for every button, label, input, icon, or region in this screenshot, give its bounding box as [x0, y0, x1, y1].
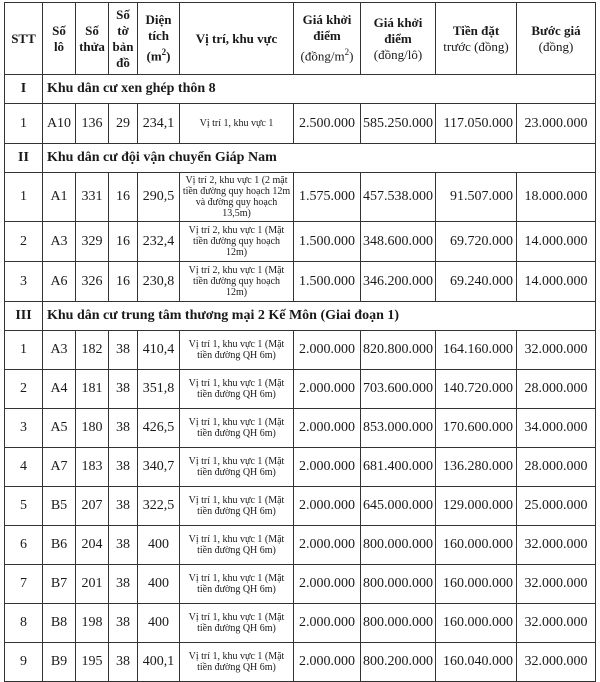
cell-buoc-gia: 23.000.000: [517, 104, 596, 144]
cell-so-to: 38: [109, 409, 138, 448]
cell-so-lo: B9: [43, 643, 76, 682]
cell-so-to: 16: [109, 262, 138, 302]
cell-gia-m2: 2.000.000: [294, 370, 361, 409]
cell-so-thua: 326: [76, 262, 109, 302]
cell-tien-dat-truoc: 160.000.000: [436, 526, 517, 565]
cell-tien-dat-truoc: 136.280.000: [436, 448, 517, 487]
cell-so-thua: 201: [76, 565, 109, 604]
cell-stt: 4: [5, 448, 43, 487]
cell-buoc-gia: 32.000.000: [517, 643, 596, 682]
cell-tien-dat-truoc: 160.000.000: [436, 565, 517, 604]
cell-so-lo: A3: [43, 331, 76, 370]
table-row: [5, 222, 596, 262]
cell-dien-tich: 340,7: [138, 448, 180, 487]
cell-so-to: 38: [109, 331, 138, 370]
header-so-thua: Số thửa: [76, 3, 109, 75]
cell-gia-lo: 800.200.000: [361, 643, 436, 682]
cell-vi-tri: Vị trí 1, khu vực 1: [180, 104, 294, 144]
section-number: I: [5, 75, 43, 104]
cell-so-thua: 183: [76, 448, 109, 487]
cell-so-lo: B7: [43, 565, 76, 604]
cell-stt: 8: [5, 604, 43, 643]
cell-stt: 9: [5, 643, 43, 682]
cell-so-to: 38: [109, 643, 138, 682]
cell-so-lo: B6: [43, 526, 76, 565]
cell-vi-tri: Vị trí 1, khu vực 1 (Mặt tiền đường QH 6m): [180, 409, 294, 448]
cell-gia-lo: 703.600.000: [361, 370, 436, 409]
cell-so-lo: A7: [43, 448, 76, 487]
cell-tien-dat-truoc: 160.000.000: [436, 604, 517, 643]
cell-dien-tich: 351,8: [138, 370, 180, 409]
cell-stt: 1: [5, 173, 43, 222]
cell-gia-lo: 853.000.000: [361, 409, 436, 448]
cell-stt: 1: [5, 104, 43, 144]
cell-tien-dat-truoc: 140.720.000: [436, 370, 517, 409]
cell-so-lo: A4: [43, 370, 76, 409]
table-row: [5, 173, 596, 222]
cell-gia-lo: 681.400.000: [361, 448, 436, 487]
cell-gia-m2: 2.000.000: [294, 604, 361, 643]
cell-vi-tri: Vị trí 2, khu vực 1 (Mặt tiền đường quy hoạch 12m): [180, 222, 294, 262]
section-number: III: [5, 302, 43, 331]
cell-so-thua: 198: [76, 604, 109, 643]
cell-buoc-gia: 14.000.000: [517, 222, 596, 262]
section-row: [5, 75, 596, 104]
cell-gia-m2: 2.500.000: [294, 104, 361, 144]
cell-gia-lo: 346.200.000: [361, 262, 436, 302]
section-number: II: [5, 144, 43, 173]
section-row: [5, 144, 596, 173]
cell-gia-lo: 820.800.000: [361, 331, 436, 370]
cell-gia-m2: 2.000.000: [294, 409, 361, 448]
cell-gia-m2: 2.000.000: [294, 526, 361, 565]
cell-gia-lo: 457.538.000: [361, 173, 436, 222]
table-row: [5, 643, 596, 682]
cell-dien-tich: 234,1: [138, 104, 180, 144]
cell-gia-lo: 348.600.000: [361, 222, 436, 262]
cell-stt: 3: [5, 409, 43, 448]
cell-tien-dat-truoc: 117.050.000: [436, 104, 517, 144]
cell-vi-tri: Vị trí 1, khu vực 1 (Mặt tiền đường QH 6m): [180, 565, 294, 604]
cell-vi-tri: Vị trí 2, khu vực 1 (2 mặt tiền đường quy hoạch 12m và đường quy hoạch 13,5m): [180, 173, 294, 222]
table-row: [5, 331, 596, 370]
cell-vi-tri: Vị trí 1, khu vực 1 (Mặt tiền đường QH 6m): [180, 643, 294, 682]
header-so-to-ban-do: Số tờ bản đồ: [109, 3, 138, 75]
header-dien-tich: Diện tích $(m^2)$: [138, 3, 180, 75]
cell-so-to: 38: [109, 487, 138, 526]
cell-gia-m2: 2.000.000: [294, 448, 361, 487]
cell-buoc-gia: 32.000.000: [517, 565, 596, 604]
cell-gia-lo: 800.000.000: [361, 604, 436, 643]
cell-tien-dat-truoc: 160.040.000: [436, 643, 517, 682]
cell-so-to: 38: [109, 604, 138, 643]
cell-gia-m2: 1.575.000: [294, 173, 361, 222]
table-row: [5, 604, 596, 643]
cell-stt: 7: [5, 565, 43, 604]
cell-dien-tich: 400: [138, 604, 180, 643]
cell-buoc-gia: 18.000.000: [517, 173, 596, 222]
cell-tien-dat-truoc: 164.160.000: [436, 331, 517, 370]
table-row: [5, 104, 596, 144]
cell-gia-m2: 2.000.000: [294, 643, 361, 682]
header-stt: STT: [5, 3, 43, 75]
cell-gia-m2: 1.500.000: [294, 262, 361, 302]
cell-buoc-gia: 34.000.000: [517, 409, 596, 448]
cell-vi-tri: Vị trí 1, khu vực 1 (Mặt tiền đường QH 6m): [180, 370, 294, 409]
cell-so-to: 16: [109, 222, 138, 262]
table-row: [5, 526, 596, 565]
cell-so-to: 38: [109, 526, 138, 565]
cell-dien-tich: 400,1: [138, 643, 180, 682]
cell-so-lo: A5: [43, 409, 76, 448]
cell-buoc-gia: 32.000.000: [517, 526, 596, 565]
cell-dien-tich: 230,8: [138, 262, 180, 302]
cell-gia-m2: 2.000.000: [294, 565, 361, 604]
cell-gia-m2: 2.000.000: [294, 331, 361, 370]
cell-so-lo: B5: [43, 487, 76, 526]
cell-so-lo: A10: [43, 104, 76, 144]
cell-stt: 6: [5, 526, 43, 565]
table-row: [5, 409, 596, 448]
section-title: Khu dân cư đội vận chuyển Giáp Nam: [43, 144, 596, 173]
table-row: [5, 565, 596, 604]
cell-vi-tri: Vị trí 1, khu vực 1 (Mặt tiền đường QH 6m): [180, 448, 294, 487]
table-row: [5, 487, 596, 526]
section-title: Khu dân cư trung tâm thương mại 2 Kế Môn (Giai đoạn 1): [43, 302, 596, 331]
cell-stt: 3: [5, 262, 43, 302]
cell-so-lo: A3: [43, 222, 76, 262]
cell-tien-dat-truoc: 69.240.000: [436, 262, 517, 302]
cell-so-lo: B8: [43, 604, 76, 643]
cell-so-to: 29: [109, 104, 138, 144]
cell-tien-dat-truoc: 129.000.000: [436, 487, 517, 526]
auction-price-table: [4, 2, 596, 682]
cell-vi-tri: Vị trí 1, khu vực 1 (Mặt tiền đường QH 6m): [180, 604, 294, 643]
cell-tien-dat-truoc: 170.600.000: [436, 409, 517, 448]
cell-gia-lo: 800.000.000: [361, 565, 436, 604]
cell-dien-tich: 410,4: [138, 331, 180, 370]
cell-so-to: 16: [109, 173, 138, 222]
cell-dien-tich: 322,5: [138, 487, 180, 526]
cell-vi-tri: Vị trí 1, khu vực 1 (Mặt tiền đường QH 6m): [180, 331, 294, 370]
cell-stt: 2: [5, 222, 43, 262]
cell-stt: 1: [5, 331, 43, 370]
cell-dien-tich: 400: [138, 565, 180, 604]
header-vi-tri: Vị trí, khu vực: [180, 3, 294, 75]
cell-gia-lo: 645.000.000: [361, 487, 436, 526]
cell-vi-tri: Vị trí 1, khu vực 1 (Mặt tiền đường QH 6m): [180, 526, 294, 565]
header-gia-khoi-diem-m2: Giá khởi điểm $(đồng/m^2)$: [294, 3, 361, 75]
cell-tien-dat-truoc: 91.507.000: [436, 173, 517, 222]
cell-dien-tich: 426,5: [138, 409, 180, 448]
table-row: [5, 370, 596, 409]
section-title: Khu dân cư xen ghép thôn 8: [43, 75, 596, 104]
cell-stt: 5: [5, 487, 43, 526]
table-row: [5, 262, 596, 302]
cell-buoc-gia: 28.000.000: [517, 448, 596, 487]
cell-so-lo: A1: [43, 173, 76, 222]
cell-so-thua: 331: [76, 173, 109, 222]
table-row: [5, 448, 596, 487]
cell-so-thua: 136: [76, 104, 109, 144]
cell-so-thua: 207: [76, 487, 109, 526]
cell-so-to: 38: [109, 370, 138, 409]
cell-dien-tich: 400: [138, 526, 180, 565]
cell-so-thua: 182: [76, 331, 109, 370]
cell-buoc-gia: 32.000.000: [517, 604, 596, 643]
cell-buoc-gia: 32.000.000: [517, 331, 596, 370]
header-row: [5, 3, 596, 75]
cell-buoc-gia: 14.000.000: [517, 262, 596, 302]
section-row: [5, 302, 596, 331]
cell-so-thua: 195: [76, 643, 109, 682]
cell-so-thua: 204: [76, 526, 109, 565]
cell-buoc-gia: 25.000.000: [517, 487, 596, 526]
header-buoc-gia: Bước giá (đồng): [517, 3, 596, 75]
cell-vi-tri: Vị trí 2, khu vực 1 (Mặt tiền đường quy hoạch 12m): [180, 262, 294, 302]
cell-so-to: 38: [109, 448, 138, 487]
cell-so-thua: 329: [76, 222, 109, 262]
cell-dien-tich: 232,4: [138, 222, 180, 262]
cell-dien-tich: 290,5: [138, 173, 180, 222]
cell-buoc-gia: 28.000.000: [517, 370, 596, 409]
cell-stt: 2: [5, 370, 43, 409]
cell-gia-m2: 1.500.000: [294, 222, 361, 262]
cell-so-thua: 181: [76, 370, 109, 409]
cell-gia-lo: 585.250.000: [361, 104, 436, 144]
cell-gia-lo: 800.000.000: [361, 526, 436, 565]
cell-gia-m2: 2.000.000: [294, 487, 361, 526]
cell-so-to: 38: [109, 565, 138, 604]
cell-so-lo: A6: [43, 262, 76, 302]
header-gia-khoi-diem-lo: Giá khởi điểm (đồng/lô): [361, 3, 436, 75]
cell-vi-tri: Vị trí 1, khu vực 1 (Mặt tiền đường QH 6m): [180, 487, 294, 526]
cell-tien-dat-truoc: 69.720.000: [436, 222, 517, 262]
header-tien-dat-truoc: Tiền đặt trước (đồng): [436, 3, 517, 75]
cell-so-thua: 180: [76, 409, 109, 448]
header-so-lo: Số lô: [43, 3, 76, 75]
